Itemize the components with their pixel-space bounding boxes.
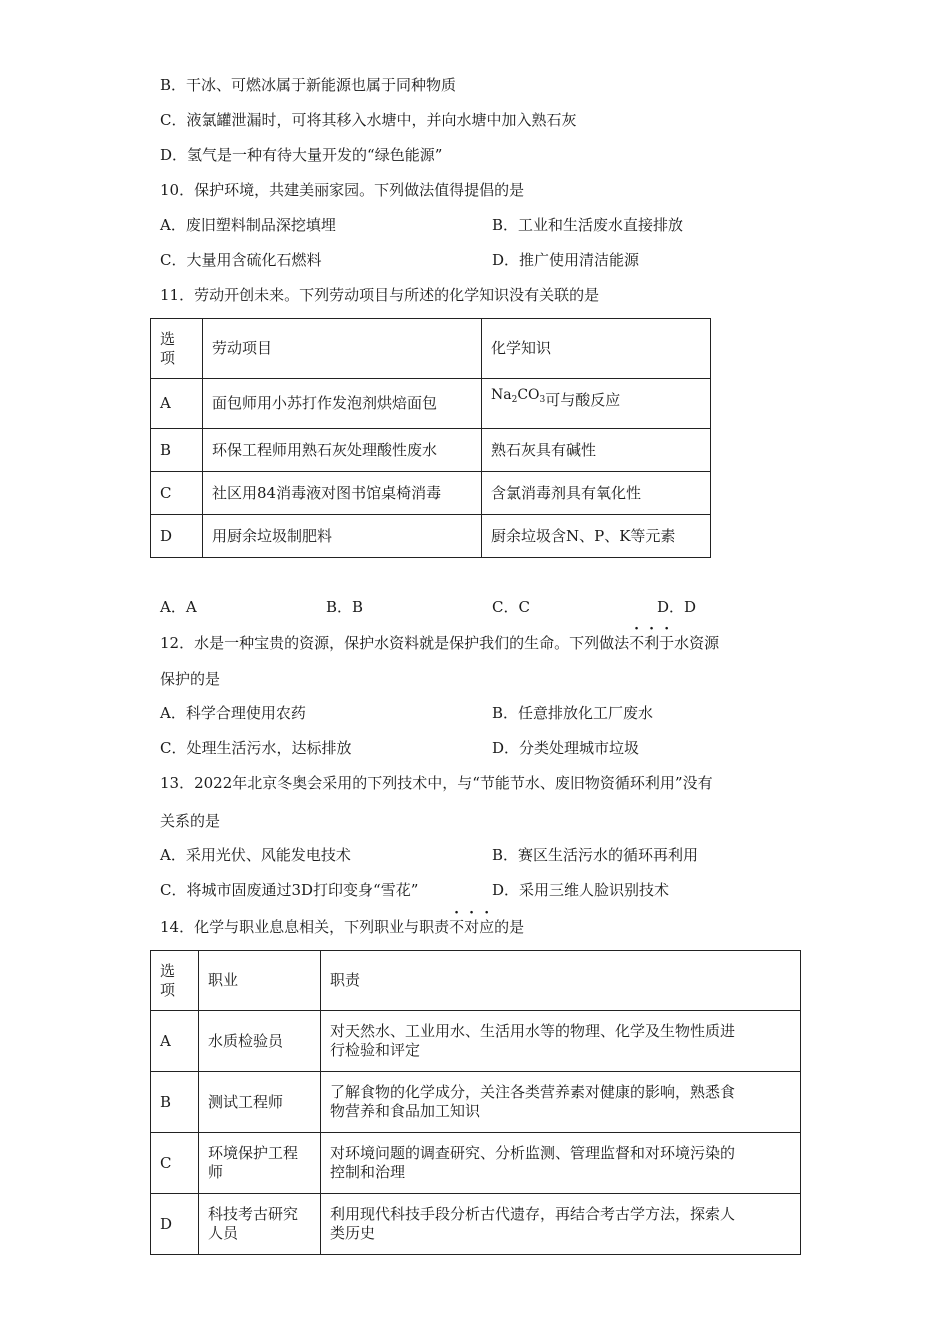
- row-option: B: [151, 1072, 199, 1133]
- row-option: C: [151, 1133, 199, 1194]
- row-duty: [321, 1194, 801, 1255]
- row-knowledge: 熟石灰具有碱性: [482, 429, 711, 472]
- row-duty-line2: 控制和治理: [330, 1163, 406, 1181]
- q13-stem-line2: 关系的是: [160, 812, 221, 830]
- emphasis-char: 利: [644, 634, 660, 652]
- row-job: [199, 1194, 321, 1255]
- row-option: B: [151, 429, 203, 472]
- header-job: 职业: [199, 951, 321, 1011]
- row-job-line2: 师: [208, 1163, 224, 1181]
- row-duty-line1: 利用现代科技手段分析古代遗存，再结合考古学方法，探索人: [330, 1205, 736, 1223]
- formula-co-sub: 3: [539, 395, 546, 405]
- table-row: [151, 379, 711, 429]
- row-task: 用厨余垃圾制肥料: [203, 515, 482, 558]
- row-job: [199, 1133, 321, 1194]
- q9-option-b: B．干冰、可燃冰属于新能源也属于同种物质: [160, 76, 457, 94]
- q10-option-a: A．废旧塑料制品深挖填埋: [160, 216, 336, 234]
- q13-option-b: B．赛区生活污水的循环再利用: [492, 846, 699, 864]
- row-option: D: [151, 515, 203, 558]
- header-option-bottom: 项: [160, 980, 176, 999]
- q11-option-d: D．D: [657, 598, 697, 616]
- row-duty-line1: 对天然水、工业用水、生活用水等的物理、化学及生物性质进: [330, 1022, 736, 1040]
- q13-stem-line1: 13．2022年北京冬奥会采用的下列技术中，与“节能节水、废旧物资循环利用”没有: [160, 774, 713, 792]
- row-option: C: [151, 472, 203, 515]
- header-duty: 职责: [321, 951, 801, 1011]
- q11-option-b: B．B: [326, 598, 364, 616]
- row-job-line2: 人员: [208, 1224, 239, 1242]
- emphasis-char: 应: [479, 918, 495, 936]
- emphasis-char: 于: [659, 634, 675, 652]
- row-duty-line1: 对环境问题的调查研究、分析监测、管理监督和对环境污染的: [330, 1144, 736, 1162]
- header-option-top: 选: [160, 961, 176, 980]
- row-job-line1: 科技考古研究: [208, 1205, 299, 1223]
- q9-option-d: D．氢气是一种有待大量开发的“绿色能源”: [160, 146, 443, 164]
- q10-option-b: B．工业和生活废水直接排放: [492, 216, 684, 234]
- emphasis-char: 不: [629, 634, 645, 652]
- table-header-row: [151, 951, 801, 1011]
- table-row: [151, 1011, 801, 1072]
- q10-stem: 10．保护环境，共建美丽家园。下列做法值得提倡的是: [160, 181, 525, 199]
- q13-option-a: A．采用光伏、风能发电技术: [160, 846, 351, 864]
- q12-stem: [160, 633, 719, 653]
- header-option-top: 选: [160, 329, 176, 348]
- q13-option-d: D．采用三维人脸识别技术: [492, 881, 670, 899]
- q13-option-c: C．将城市固废通过3D打印变身“雪花”: [160, 881, 419, 899]
- table-row: [151, 429, 711, 472]
- row-knowledge: 含氯消毒剂具有氧化性: [482, 472, 711, 515]
- row-job: [199, 1072, 321, 1133]
- formula-co: CO: [517, 387, 540, 403]
- row-task: 环保工程师用熟石灰处理酸性废水: [203, 429, 482, 472]
- row-duty-line2: 行检验和评定: [330, 1041, 421, 1059]
- row-knowledge: [482, 379, 711, 429]
- row-option: A: [151, 379, 203, 429]
- row-duty: [321, 1072, 801, 1133]
- q12-stem-part2: 水资源: [674, 634, 720, 652]
- q12-stem-line2: 保护的是: [160, 670, 221, 688]
- row-duty: [321, 1133, 801, 1194]
- row-job-line1: 水质检验员: [208, 1031, 284, 1050]
- row-job: [199, 1011, 321, 1072]
- q12-option-b: B．任意排放化工厂废水: [492, 704, 654, 722]
- q10-option-c: C．大量用含硫化石燃料: [160, 251, 322, 269]
- header-option: [151, 951, 199, 1011]
- row-task: 社区用84消毒液对图书馆桌椅消毒: [203, 472, 482, 515]
- row-knowledge: 厨余垃圾含N、P、K等元素: [482, 515, 711, 558]
- formula-na: Na: [491, 387, 512, 403]
- q14-stem-part1: 14．化学与职业息息相关，下列职业与职责: [160, 918, 450, 936]
- emphasis-char: 不: [449, 918, 465, 936]
- row-duty: [321, 1011, 801, 1072]
- header-task: 劳动项目: [203, 319, 482, 379]
- q11-option-c: C．C: [492, 598, 530, 616]
- q14-table: [150, 950, 801, 1255]
- formula-na-sub: 2: [511, 395, 518, 405]
- q14-stem: [160, 917, 524, 937]
- q12-option-d: D．分类处理城市垃圾: [492, 739, 640, 757]
- table-row: [151, 472, 711, 515]
- q10-option-d: D．推广使用清洁能源: [492, 251, 640, 269]
- knowledge-text: 可与酸反应: [545, 391, 621, 409]
- sodium-carbonate-formula: [491, 387, 545, 403]
- q14-stem-part2: 的是: [494, 918, 525, 936]
- emphasis-char: 对: [464, 918, 480, 936]
- row-duty-line2: 物营养和食品加工知识: [330, 1102, 481, 1120]
- header-option: [151, 319, 203, 379]
- q9-option-c: C．液氯罐泄漏时，可将其移入水塘中，并向水塘中加入熟石灰: [160, 111, 577, 129]
- row-duty-line1: 了解食物的化学成分，关注各类营养素对健康的影响，熟悉食: [330, 1083, 736, 1101]
- q12-option-c: C．处理生活污水，达标排放: [160, 739, 352, 757]
- table-header-row: [151, 319, 711, 379]
- q11-option-a: A．A: [160, 598, 197, 616]
- table-row: [151, 515, 711, 558]
- row-option: D: [151, 1194, 199, 1255]
- table-row: [151, 1133, 801, 1194]
- q11-stem: 11．劳动开创未来。下列劳动项目与所述的化学知识没有关联的是: [160, 286, 600, 304]
- q12-stem-part1: 12．水是一种宝贵的资源，保护水资料就是保护我们的生命。下列做法: [160, 634, 630, 652]
- q12-option-a: A．科学合理使用农药: [160, 704, 306, 722]
- header-option-bottom: 项: [160, 348, 176, 367]
- table-row: [151, 1194, 801, 1255]
- table-row: [151, 1072, 801, 1133]
- row-job-line1: 环境保护工程: [208, 1144, 299, 1162]
- row-job-line1: 测试工程师: [208, 1092, 284, 1111]
- header-knowledge: 化学知识: [482, 319, 711, 379]
- row-option: A: [151, 1011, 199, 1072]
- row-duty-line2: 类历史: [330, 1224, 376, 1242]
- q11-table: [150, 318, 711, 558]
- row-task: 面包师用小苏打作发泡剂烘焙面包: [203, 379, 482, 429]
